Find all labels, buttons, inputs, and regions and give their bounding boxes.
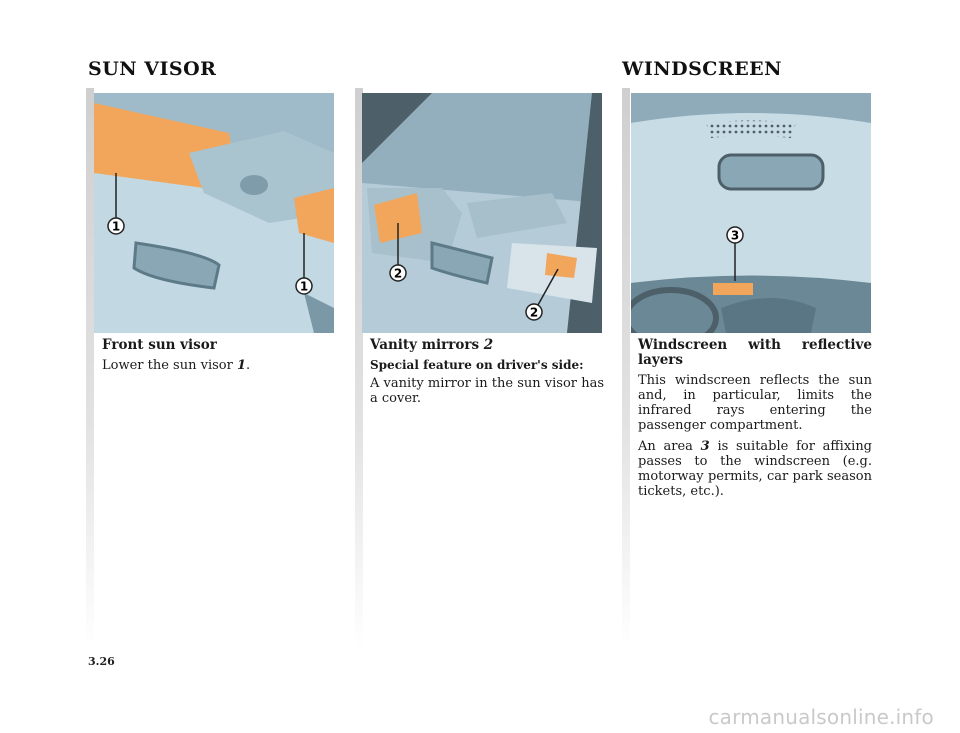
text-column-windscreen [638,338,872,505]
paragraph-windscreen-reflects: This windscreen reflects the sun and, in particular, limits the infrared rays entering the passenger compartment. [638,373,872,433]
paragraph-vanity-mirror: A vanity mirror in the sun visor has a cover. [370,376,604,406]
column-bar-3 [622,88,630,648]
para2-prefix: An area [638,439,701,454]
paragraph-area-passes [638,439,872,499]
section-title-windscreen: WINDSCREEN [622,58,783,80]
heading-front-sun-visor: Front sun visor [102,337,217,353]
subheading-drivers-side: Special feature on driver's side: [370,358,584,372]
page-number: 3.26 [88,655,115,668]
text-column-front-sun-visor [102,338,336,379]
heading-windscreen-line2: layers [638,352,684,368]
callout-label-1a: 1 [111,219,121,234]
photo-windscreen [631,93,871,333]
section-title-sun-visor: SUN VISOR [88,58,217,80]
para-prefix: Lower the sun visor [102,358,237,373]
photo-vanity-mirrors [362,93,602,333]
heading-prefix: Vanity mirrors [370,337,484,353]
para-suffix: . [246,358,251,373]
watermark: carmanualsonline.info [708,705,934,729]
callout-label-2b: 2 [529,305,539,320]
paragraph-lower-sun-visor [102,358,336,373]
para2-suffix: is suitable for affixing passes to the windscreen (e.g. motorway permits, car park season tickets, etc.). [638,439,873,499]
photo-front-sun-visor [94,93,334,333]
ref-number-3: 3 [700,439,710,454]
callout-label-3: 3 [730,228,740,243]
text-column-vanity-mirrors [370,338,604,412]
heading-vanity-mirrors [370,338,604,353]
heading-windscreen-line1: Windscreen with reflective [638,337,872,353]
callout-label-1b: 1 [299,279,309,294]
ref-number-1: 1 [236,358,246,373]
column-bar-1 [86,88,94,648]
ref-number-2: 2 [483,337,494,353]
callout-label-2a: 2 [393,266,403,281]
